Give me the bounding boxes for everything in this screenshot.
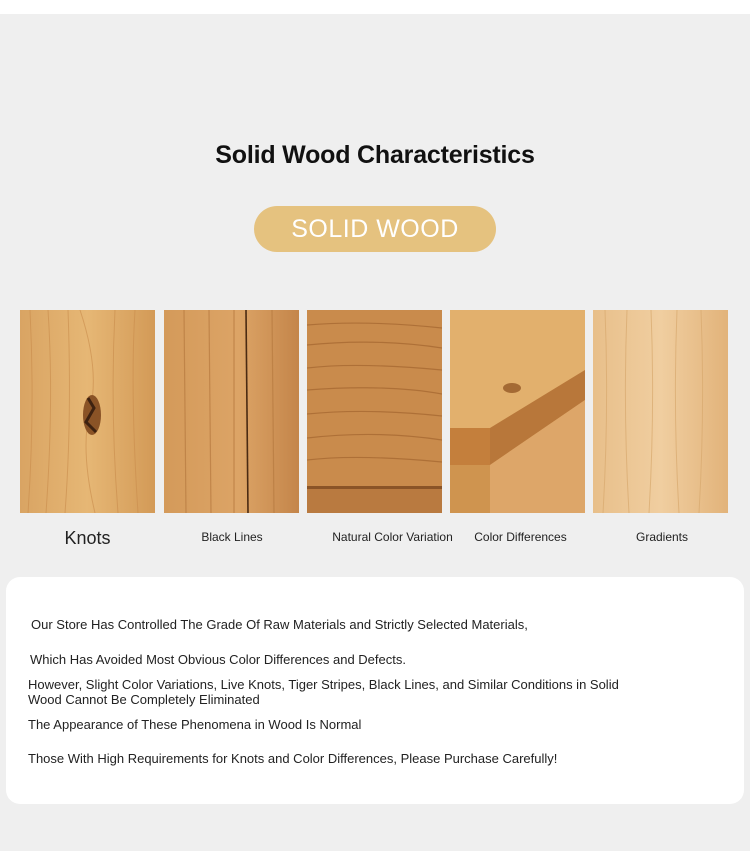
sample-label-black-lines: Black Lines	[201, 530, 263, 544]
notice-line-5: Those With High Requirements for Knots and Color Differences, Please Purchase Carefully!	[28, 751, 558, 766]
dowel-mark	[503, 383, 521, 393]
notice-line-3: However, Slight Color Variations, Live Knots, Tiger Stripes, Black Lines, and Similar Conditions in Solid Wood Cannot Be Completely Eliminated	[28, 677, 619, 707]
sample-label-natural-color-variation: Natural Color Variation	[332, 530, 453, 544]
top-strip	[0, 0, 750, 14]
wood-sample-gradients-image	[593, 310, 728, 513]
page-title: Solid Wood Characteristics	[215, 141, 535, 169]
wood-sample-black-lines-image	[164, 310, 299, 513]
notice-line-2: Which Has Avoided Most Obvious Color Differences and Defects.	[30, 652, 406, 667]
knot-mark	[83, 395, 101, 435]
solid-wood-badge: SOLID WOOD	[254, 206, 496, 252]
notice-card	[6, 577, 744, 804]
sample-label-knots: Knots	[64, 528, 111, 548]
notice-line-4: The Appearance of These Phenomena in Wood Is Normal	[28, 717, 362, 732]
sample-label-color-differences: Color Differences	[474, 530, 567, 544]
notice-line-1: Our Store Has Controlled The Grade Of Raw Materials and Strictly Selected Materials,	[31, 617, 528, 632]
wood-sample-natural-variation-image	[307, 310, 442, 513]
wood-sample-knots-image	[20, 310, 155, 513]
wood-sample-color-differences-image	[450, 310, 585, 513]
sample-label-gradients: Gradients	[635, 530, 689, 544]
